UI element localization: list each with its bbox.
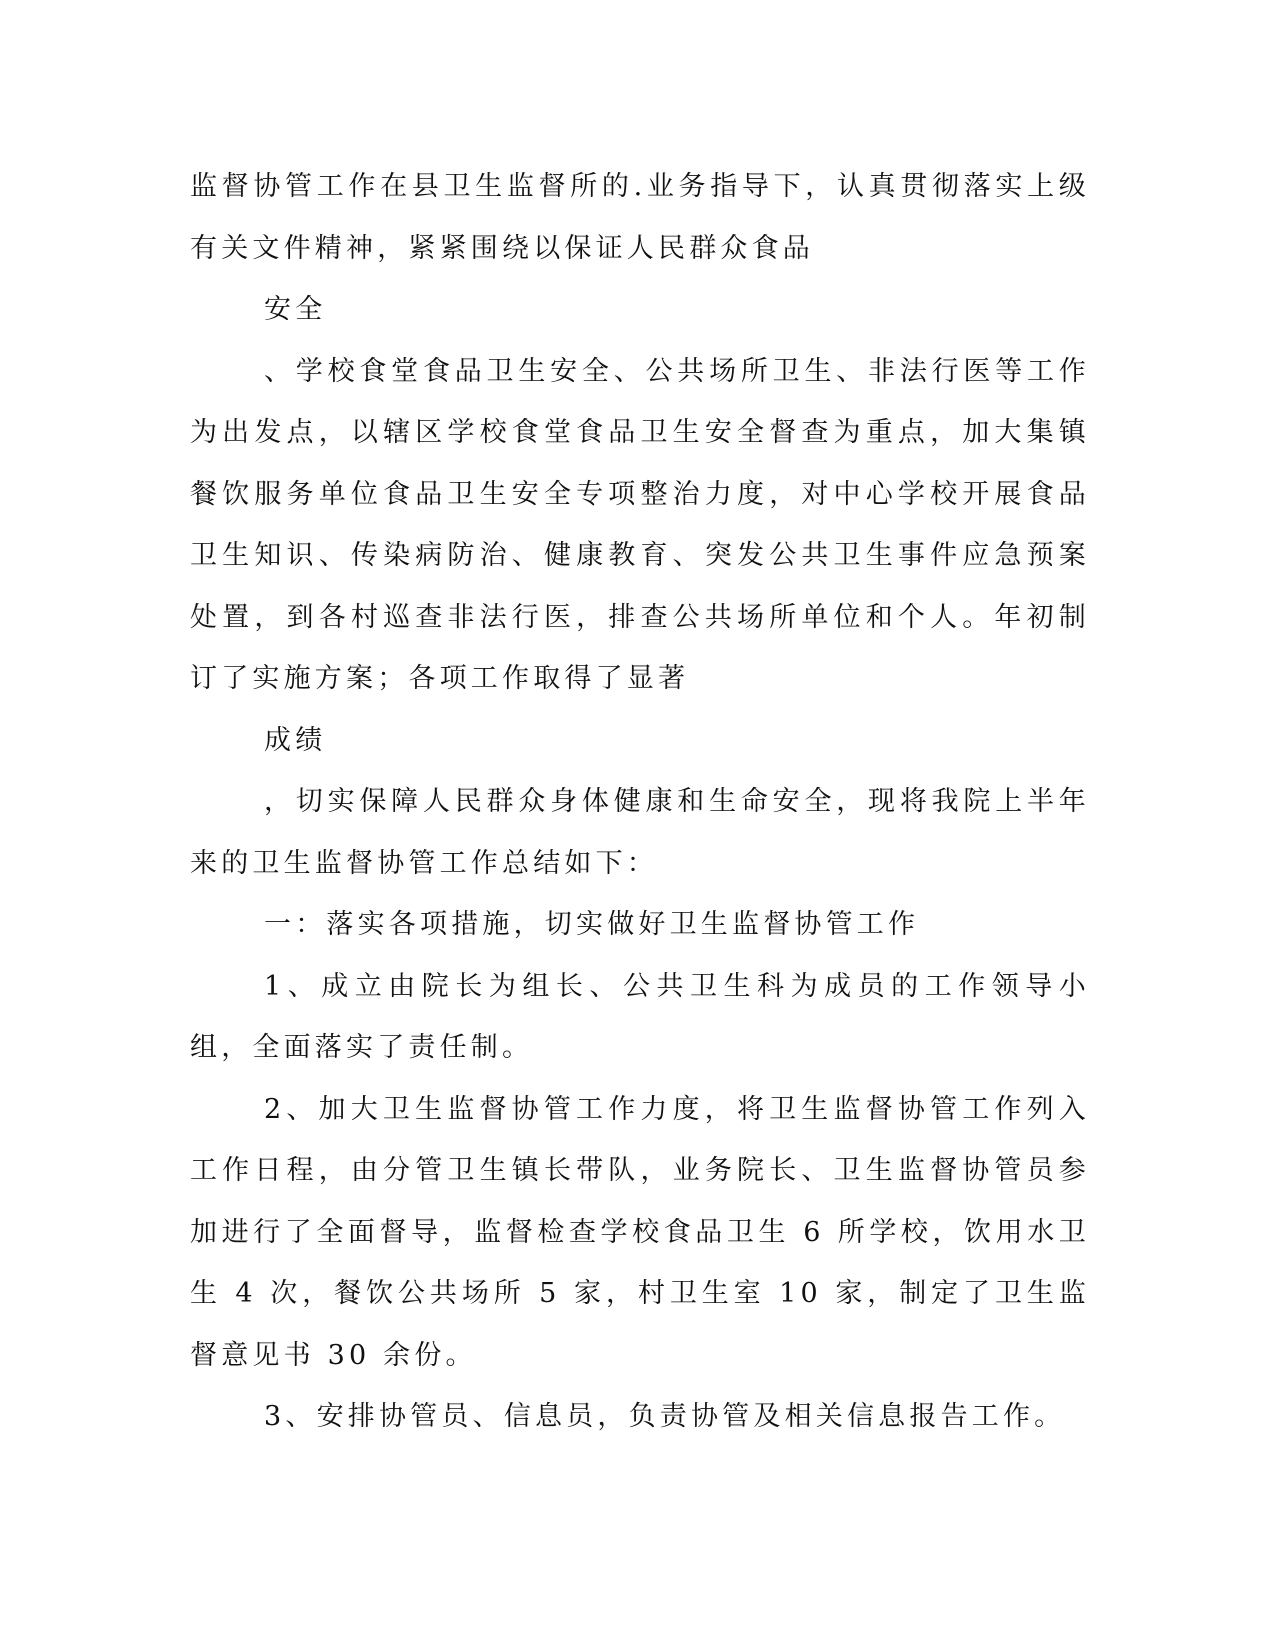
paragraph-achievements: 成绩 bbox=[264, 724, 327, 756]
list-item-3: 3、安排协管员、信息员，负责协管及相关信息报告工作。 bbox=[264, 1401, 1066, 1432]
paragraph-summary-lead: ，切实保障人民群众身体健康和生命安全，现将我院上半年来的卫生监督协管工作总结如下： bbox=[190, 786, 1090, 879]
paragraph-starting-point: 、学校食堂食品卫生安全、公共场所卫生、非法行医等工作为出发点，以辖区学校食堂食品卫生安全督查为重点，加大集镇餐饮服务单位食品卫生安全专项整治力度，对中心学校开展食品卫生知识、传染病防治、健康教育、突发公共卫生事件应急预案处置，到各村巡查非法行医，排查公共场所单位和个人。年初制订了实施方案；各项工作取得了显著 bbox=[190, 355, 1090, 694]
list-item-1: 1、成立由院长为组长、公共卫生科为成员的工作领导小组，全面落实了责任制。 bbox=[190, 970, 1090, 1063]
paragraph-safety: 安全 bbox=[264, 294, 327, 325]
section-heading-1: 一：落实各项措施，切实做好卫生监督协管工作 bbox=[264, 909, 920, 940]
document-body bbox=[190, 156, 1090, 1448]
paragraph-intro: 监督协管工作在县卫生监督所的.业务指导下，认真贯彻落实上级有关文件精神，紧紧围绕以保证人民群众食品 bbox=[190, 171, 1090, 264]
list-item-2: 2、加大卫生监督协管工作力度，将卫生监督协管工作列入工作日程，由分管卫生镇长带队，业务院长、卫生监督协管员参加进行了全面督导，监督检查学校食品卫生 6 所学校，饮用水卫生 4 次，餐饮公共场所 5 家，村卫生室 10 家，制定了卫生监督意见书 30 余份。 bbox=[190, 1093, 1090, 1371]
